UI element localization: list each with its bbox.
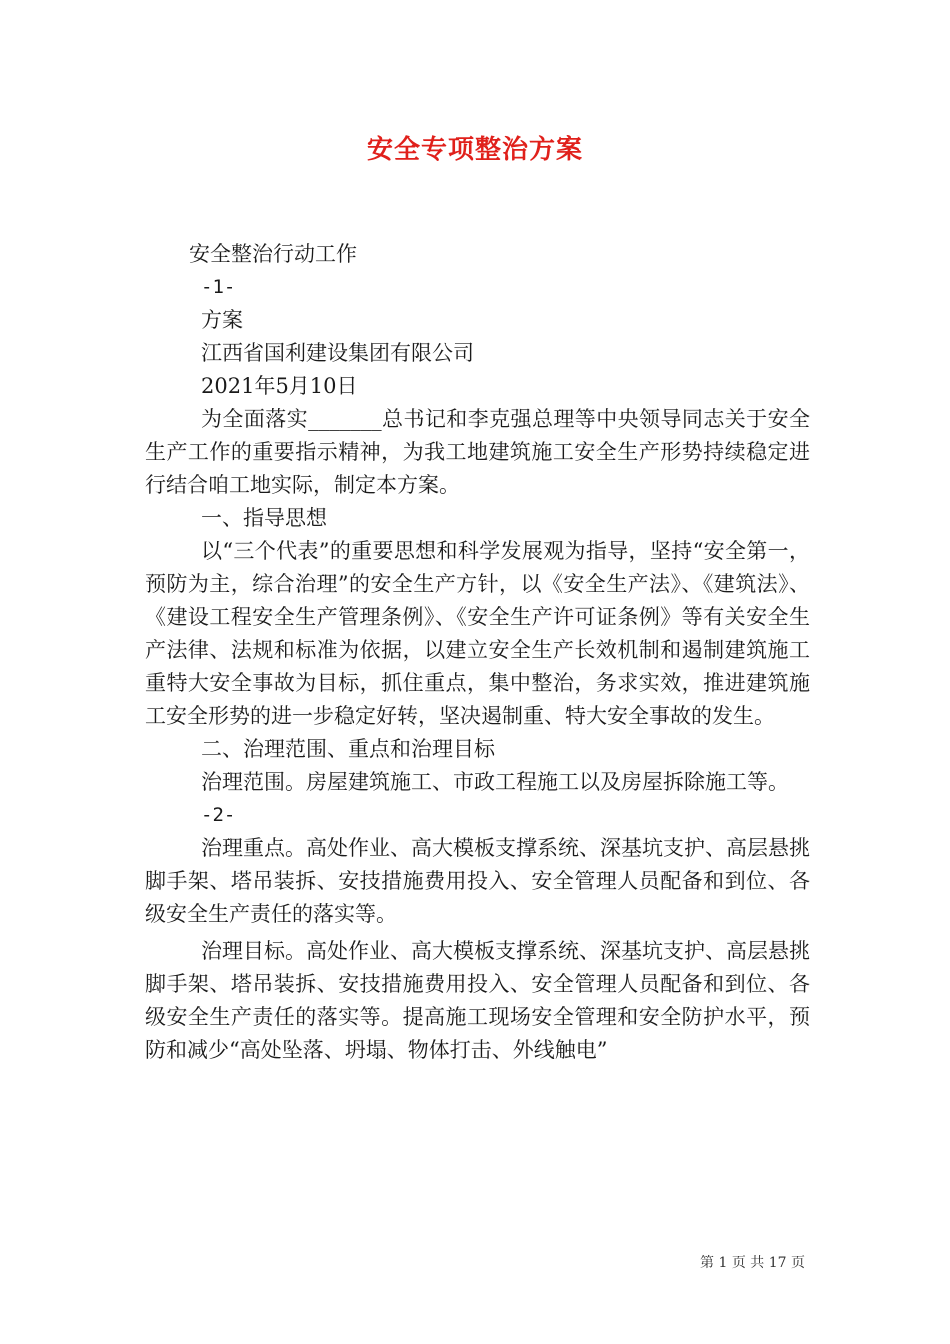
page-marker-2: -2- — [201, 804, 236, 826]
section2-heading: 二、治理范围、重点和治理目标 — [201, 737, 495, 761]
company-name: 江西省国利建设集团有限公司 — [201, 341, 474, 365]
page-footer: 第 1 页 共 17 页 — [700, 1255, 805, 1271]
document-date: 2021年5月10日 — [201, 374, 358, 398]
scope-paragraph: 治理范围。房屋建筑施工、市政工程施工以及房屋拆除施工等。 — [201, 770, 789, 794]
focus-paragraph: 治理重点。高处作业、高大模板支撑系统、深基坑支护、高层悬挑脚手架、塔吊装拆、安技措施费用投入、安全管理人员配备和到位、各级安全生产责任的落实等。 — [145, 836, 810, 926]
header-line-plan: 方案 — [201, 308, 243, 332]
page-marker-1: -1- — [201, 276, 236, 298]
header-line-work: 安全整治行动工作 — [189, 242, 357, 266]
document-body — [145, 238, 810, 1067]
document-title: 安全专项整治方案 — [366, 135, 583, 165]
goal-paragraph: 治理目标。高处作业、高大模板支撑系统、深基坑支护、高层悬挑脚手架、塔吊装拆、安技措施费用投入、安全管理人员配备和到位、各级安全生产责任的落实等。提高施工现场安全管理和安全防护水平，预防和减少“高处坠落、坍塌、物体打击、外线触电” — [145, 939, 810, 1062]
section1-heading: 一、指导思想 — [201, 506, 327, 530]
intro-paragraph: 为全面落实_______总书记和李克强总理等中央领导同志关于安全生产工作的重要指示精神，为我工地建筑施工安全生产形势持续稳定进行结合咱工地实际，制定本方案。 — [145, 407, 810, 497]
section1-paragraph: 以“三个代表”的重要思想和科学发展观为指导，坚持“安全第一，预防为主，综合治理”的安全生产方针，以《安全生产法》、《建筑法》、《建设工程安全生产管理条例》、《安全生产许可证条例》等有关安全生产法律、法规和标准为依据，以建立安全生产长效机制和遏制建筑施工重特大安全事故为目标，抓住重点，集中整治，务求实效，推进建筑施工安全形势的进一步稳定好转，坚决遏制重、特大安全事故的发生。 — [145, 539, 810, 728]
